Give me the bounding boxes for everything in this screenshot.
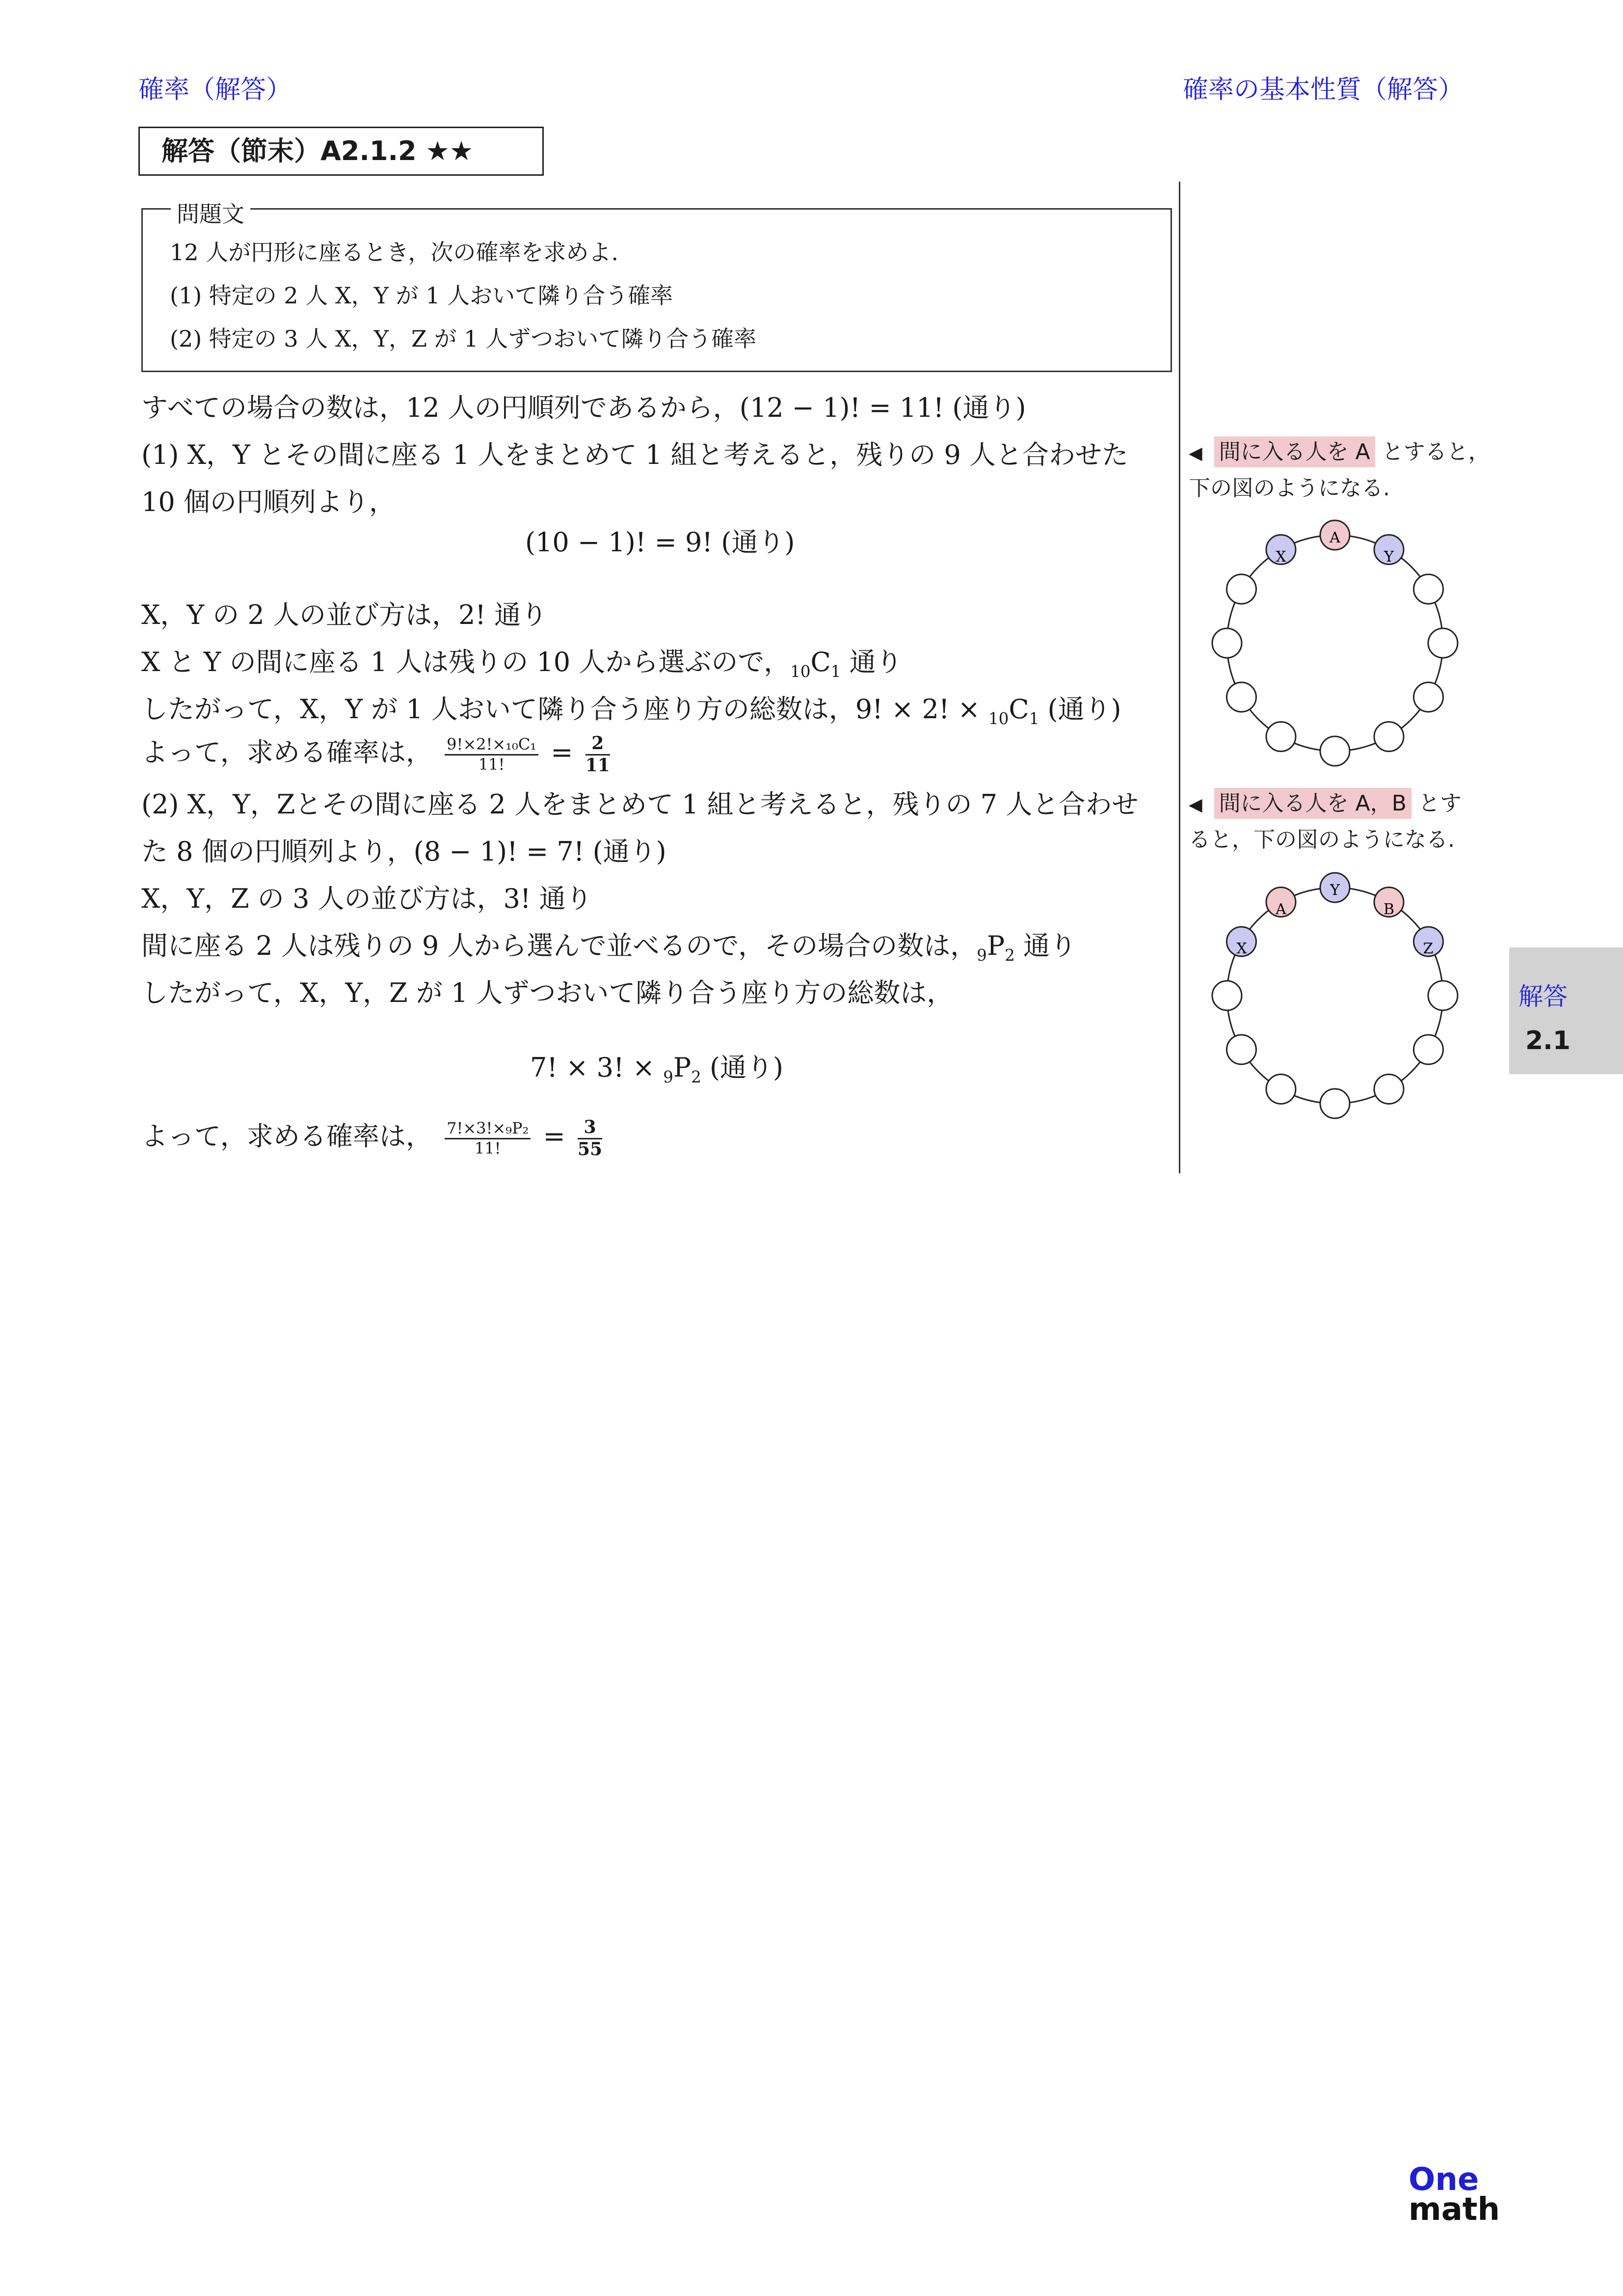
solution-part1-probability [141, 731, 614, 775]
circle-diagram-1 [1197, 506, 1472, 781]
seat-circle [1428, 981, 1458, 1010]
problem-line-3: (2) 特定の 3 人 X，Y，Z が 1 人ずつおいて隣り合う確率 [170, 325, 757, 352]
seat-label-x: X [1236, 940, 1247, 957]
fraction-denominator: 11! [478, 755, 505, 774]
seat-circle [1374, 1075, 1404, 1104]
side-tab-label: 解答 [1518, 982, 1568, 1011]
circle-diagram-2 [1197, 858, 1472, 1133]
note-text: とすると， [1382, 439, 1490, 464]
solution-part2-line-a: (2) X，Y，Zとその間に座る 2 人をまとめて 1 組と考えると，残りの 7 人と合わせ [141, 789, 1139, 820]
seat-label-b: B [1383, 901, 1395, 918]
text-segment: X と Y の間に座る 1 人は残りの 10 人から選ぶので， [141, 647, 791, 677]
fraction-numerator: 9!×2!×₁₀C₁ [445, 736, 538, 756]
answer-label-box: 解答（節末）A2.1.2 ★★ [138, 127, 544, 176]
seat-circle [1227, 1035, 1256, 1064]
text-segment: (通り) [1039, 694, 1121, 725]
seat-circle [1414, 1035, 1443, 1064]
margin-note-1-line-2: 下の図のようになる. [1189, 476, 1390, 501]
subscript: 1 [830, 662, 841, 681]
seat-label-x: X [1276, 548, 1286, 566]
note-text: とす [1418, 791, 1462, 816]
logo-one: One [1409, 2161, 1479, 2198]
seat-circle [1227, 682, 1256, 712]
seat-circle [1428, 628, 1458, 658]
solution-part1-line-b: 10 個の円順列より， [141, 486, 396, 517]
equals-sign: = [551, 737, 573, 768]
solution-part2-equation [530, 1047, 783, 1086]
seat-circle [1212, 628, 1242, 658]
fraction-numerator: 2 [585, 734, 610, 756]
solution-part2-line-d [141, 925, 1076, 965]
text-segment: 通り [1014, 930, 1077, 961]
solution-part2-line-c: X，Y，Z の 3 人の並び方は，3! 通り [141, 883, 592, 914]
answer-fraction [585, 734, 610, 775]
seat-circle [1212, 981, 1242, 1010]
header-chapter-title: 確率（解答） [138, 75, 292, 105]
note-marker-icon: ◀ [1189, 443, 1202, 463]
seat-circle [1414, 682, 1443, 712]
fraction-denominator: 55 [577, 1138, 603, 1160]
margin-divider [1179, 182, 1180, 1173]
solution-part2-probability [141, 1115, 606, 1159]
seat-label-y: Y [1384, 548, 1394, 566]
solution-part1-line-e [141, 688, 1121, 728]
fraction-numerator: 3 [578, 1118, 602, 1139]
seat-label-y: Y [1330, 882, 1340, 899]
text-segment: (通り) [701, 1052, 784, 1083]
seat-circle [1414, 574, 1443, 604]
seat-circle [1320, 1089, 1350, 1118]
text-segment: C [810, 647, 831, 677]
seat-group [1212, 520, 1458, 766]
logo-math: math [1409, 2191, 1500, 2228]
fraction [445, 1120, 531, 1157]
subscript: 10 [790, 662, 811, 681]
solution-part1-line-d [141, 641, 903, 681]
fraction-denominator: 11! [474, 1138, 501, 1158]
solution-part1-equation: (10 − 1)! = 9! (通り) [525, 527, 795, 558]
problem-line-2: (1) 特定の 2 人 X，Y が 1 人おいて隣り合う確率 [170, 282, 673, 309]
solution-part2-line-b: た 8 個の円順列より，(8 − 1)! = 7! (通り) [141, 836, 666, 867]
subscript: 1 [1029, 709, 1039, 728]
text-segment: 間に座る 2 人は残りの 9 人から選んで並べるので，その場合の数は， [141, 930, 977, 961]
header-section-title: 確率の基本性質（解答） [1183, 75, 1464, 105]
solution-part2-line-e: したがって，X，Y，Z が 1 人ずつおいて隣り合う座り方の総数は， [141, 977, 954, 1008]
note-marker-icon: ◀ [1189, 795, 1202, 815]
problem-legend: 問題文 [171, 196, 250, 229]
text-segment: C [1009, 694, 1029, 725]
fraction [445, 736, 538, 773]
table-ring [1227, 535, 1443, 751]
seat-label-z: Z [1423, 940, 1434, 957]
text-segment: よって，求める確率は， [141, 1121, 432, 1152]
solution-part1-line-c: X，Y の 2 人の並び方は，2! 通り [141, 599, 548, 630]
table-ring [1227, 888, 1443, 1104]
text-segment: したがって，X，Y が 1 人おいて隣り合う座り方の総数は，9! × 2! × [141, 694, 989, 725]
subscript: 2 [1005, 945, 1015, 965]
answer-fraction [578, 1118, 602, 1159]
seat-label-a: A [1330, 529, 1340, 546]
seat-circle [1266, 722, 1296, 752]
solution-part1-line-a: (1) X，Y とその間に座る 1 人をまとめて 1 組と考えると，残りの 9 人と合わせた [141, 439, 1128, 470]
onemath-logo [1409, 2161, 1500, 2228]
text-segment: P [673, 1052, 692, 1083]
text-segment: よって，求める確率は， [141, 737, 432, 768]
seat-circle [1374, 722, 1404, 752]
seat-circle [1266, 1075, 1296, 1104]
fraction-denominator: 11 [585, 755, 610, 776]
note-highlight: 間に入る人を A，B [1214, 788, 1411, 819]
seat-group [1212, 873, 1458, 1118]
solution-line-total: すべての場合の数は，12 人の円順列であるから，(12 − 1)! = 11! (通り) [141, 392, 1026, 423]
text-segment: P [986, 930, 1005, 961]
subscript: 10 [988, 709, 1009, 728]
text-segment: 7! × 3! × [530, 1052, 664, 1083]
problem-line-1: 12 人が円形に座るとき，次の確率を求めよ. [170, 239, 618, 266]
seat-label-a: A [1276, 901, 1286, 918]
note-highlight: 間に入る人を A [1214, 436, 1375, 467]
side-tab-number: 2.1 [1525, 1026, 1571, 1055]
equals-sign: = [543, 1121, 565, 1152]
margin-note-2-line-2: ると，下の図のようになる. [1189, 827, 1455, 852]
subscript: 9 [663, 1067, 673, 1086]
subscript: 2 [691, 1067, 701, 1086]
fraction-numerator: 7!×3!×₉P₂ [445, 1120, 531, 1139]
text-segment: 通り [841, 647, 903, 677]
seat-circle [1227, 574, 1256, 604]
subscript: 9 [977, 945, 987, 965]
margin-note-1 [1189, 434, 1490, 465]
seat-circle [1320, 736, 1350, 766]
margin-note-2 [1189, 785, 1462, 817]
